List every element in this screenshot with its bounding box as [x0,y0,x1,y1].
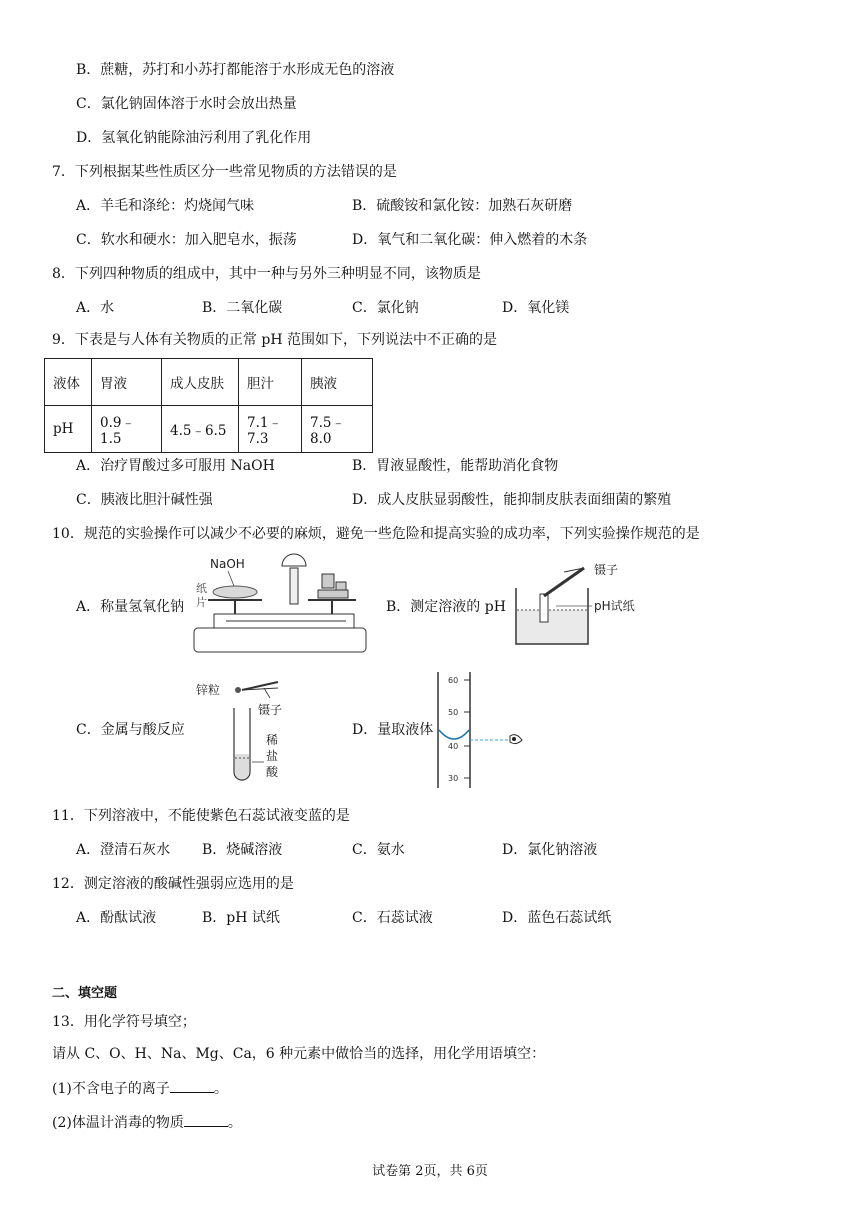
beaker-figure [512,562,652,648]
table-cell: 胆汁 [239,359,302,406]
table-row [45,406,373,453]
table-cell: 胰液 [302,359,373,406]
q6-option-d: D．氢氧化钠能除油污利用了乳化作用 [76,130,312,146]
q7-option-b: B．硫酸铵和氯化铵：加熟石灰研磨 [352,198,573,214]
q13-part-1 [52,1078,228,1099]
q8-option-c: C．氯化钠 [352,300,419,316]
answer-blank [184,1112,228,1127]
q11-stem: 11．下列溶液中，不能使紫色石蕊试液变蓝的是 [52,808,350,824]
q8-option-a: A．水 [76,300,115,316]
q6-option-b: B．蔗糖，苏打和小苏打都能溶于水形成无色的溶液 [76,62,395,78]
q11-option-a: A．澄清石灰水 [76,842,171,858]
table-cell: 7.5﹣8.0 [302,406,373,453]
paper-label-1: 纸 [196,582,207,595]
paper-label-2: 片 [196,596,207,609]
q12-stem: 12．测定溶液的酸碱性强弱应选用的是 [52,876,294,892]
q13-part-1-text: (1)不含电子的离子 [52,1081,170,1097]
q9-option-d: D．成人皮肤显弱酸性，能抑制皮肤表面细菌的繁殖 [352,492,672,508]
zinc-label: 锌粒 [196,683,221,697]
balance-figure [190,552,370,656]
ph-table [44,358,373,453]
q9-option-c: C．胰液比胆汁碱性强 [76,492,213,508]
q12-option-c: C．石蕊试液 [352,910,433,926]
q10-option-d: D．量取液体 [352,722,434,738]
table-cell: 胃液 [92,359,162,406]
q12-option-d: D．蓝色石蕊试纸 [502,910,612,926]
q10-option-b: B．测定溶液的 pH [386,599,506,615]
tick-label: 60 [448,676,459,685]
table-cell: 0.9﹣1.5 [92,406,162,453]
table-cell: 7.1﹣7.3 [239,406,302,453]
acid-label-2: 盐 [266,749,279,763]
q10-option-c: C．金属与酸反应 [76,722,185,738]
q11-option-d: D．氯化钠溶液 [502,842,598,858]
q13-intro: 请从 C、O、H、Na、Mg、Ca，6 种元素中做恰当的选择，用化学用语填空： [52,1046,546,1062]
q13-part-2 [52,1112,242,1133]
table-cell: pH [45,406,92,453]
naoh-pile [213,586,257,598]
table-cell: 4.5﹣6.5 [162,406,239,453]
cylinder-figure [424,670,534,792]
period: 。 [213,1081,228,1097]
q6-option-c: C．氯化钠固体溶于水时会放出热量 [76,96,297,112]
eye-icon [510,735,522,744]
q11-option-c: C．氨水 [352,842,405,858]
table-row [45,359,373,406]
q7-stem: 7．下列根据某些性质区分一些常见物质的方法错误的是 [52,164,397,180]
q7-option-d: D．氧气和二氧化碳：伸入燃着的木条 [352,232,588,248]
q12-option-a: A．酚酞试液 [76,910,157,926]
q8-stem: 8．下列四种物质的组成中，其中一种与另外三种明显不同，该物质是 [52,266,481,282]
section-title: 二、填空题 [52,986,118,1001]
table-cell: 成人皮肤 [162,359,239,406]
test-tube-figure [190,680,310,790]
zinc-granule [235,687,241,693]
q8-option-d: D．氧化镁 [502,300,570,316]
q10-option-a: A．称量氢氧化钠 [76,599,185,615]
q7-option-c: C．软水和硬水：加入肥皂水，振荡 [76,232,297,248]
naoh-label: NaOH [210,557,245,571]
q13-stem: 13．用化学符号填空； [52,1014,196,1030]
ph-paper [540,594,548,622]
page-footer: 试卷第 2页，共 6页 [372,1164,488,1179]
q9-option-a: A．治疗胃酸过多可服用 NaOH [76,458,275,474]
q7-option-a: A．羊毛和涤纶：灼烧闻气味 [76,198,255,214]
q11-option-b: B．烧碱溶液 [202,842,283,858]
q13-part-2-text: (2)体温计消毒的物质 [52,1115,184,1131]
q12-option-b: B．pH 试纸 [202,910,280,926]
meniscus [439,730,469,739]
table-cell: 液体 [45,359,92,406]
tweezers-label: 镊子 [594,563,619,577]
tick-label: 40 [448,742,459,751]
answer-blank [170,1078,214,1093]
q10-stem: 10．规范的实验操作可以减少不必要的麻烦，避免一些危险和提高实验的成功率，下列实验操作规范的是 [52,526,700,542]
acid-label-1: 稀 [266,733,279,747]
ph-paper-label: pH试纸 [594,599,635,613]
tick-label: 30 [448,774,459,783]
acid-label-3: 酸 [266,765,279,779]
tweezers-label: 镊子 [258,703,283,717]
tweezers [544,568,584,596]
q8-option-b: B．二氧化碳 [202,300,283,316]
tick-label: 50 [448,708,459,717]
q9-stem: 9．下表是与人体有关物质的正常 pH 范围如下，下列说法中不正确的是 [52,332,497,348]
period: 。 [227,1115,242,1131]
q9-option-b: B．胃液显酸性，能帮助消化食物 [352,458,559,474]
